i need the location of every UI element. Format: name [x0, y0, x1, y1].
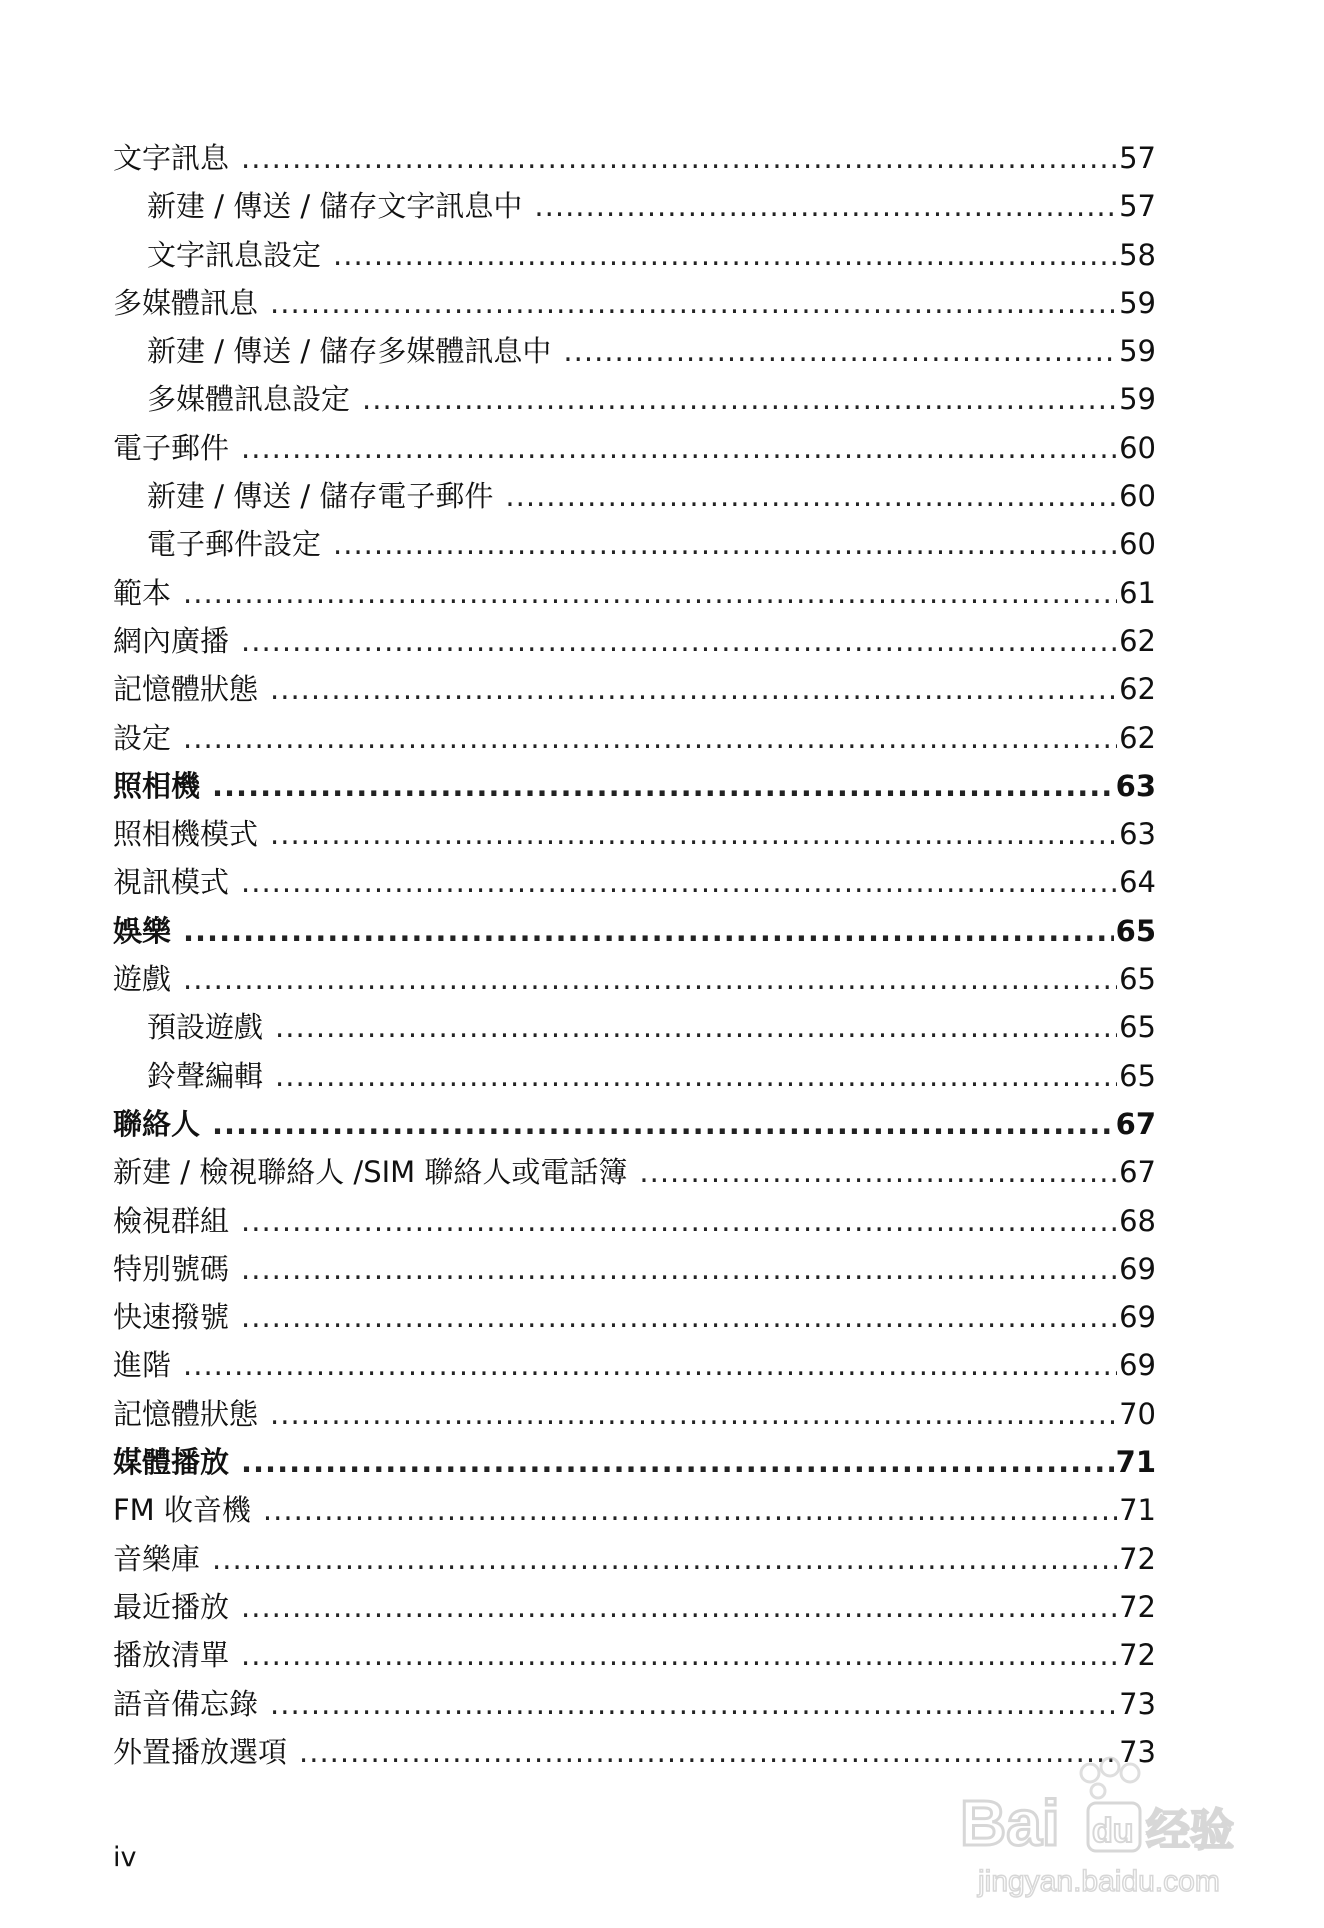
toc-entry-page-number: 62	[1119, 623, 1156, 658]
toc-entry-page-number: 72	[1119, 1589, 1156, 1624]
toc-entry-page-number: 70	[1119, 1396, 1156, 1431]
toc-entry-title: 新建 / 檢視聯絡人 /SIM 聯絡人或電話簿	[113, 1155, 628, 1190]
toc-entry-page-number: 65	[1119, 962, 1156, 997]
toc-entry	[113, 810, 1156, 858]
toc-entry-page-number: 69	[1119, 1300, 1156, 1335]
toc-dot-leader	[333, 231, 1117, 279]
toc-entry	[113, 1148, 1156, 1196]
toc-entry-title: 網內廣播	[113, 623, 230, 658]
svg-text:du: du	[1092, 1812, 1134, 1850]
toc-entry	[113, 858, 1156, 906]
toc-dot-leader	[241, 1631, 1117, 1679]
toc-entry-title: 媒體播放	[113, 1445, 230, 1480]
toc-entry	[113, 762, 1156, 810]
toc-entry-title: 預設遊戲	[147, 1010, 264, 1045]
toc-entry-page-number: 57	[1119, 189, 1156, 224]
toc-entry	[113, 182, 1156, 230]
toc-entry-page-number: 65	[1119, 1010, 1156, 1045]
toc-entry-title: 記憶體狀態	[113, 1396, 259, 1431]
toc-entry	[113, 1052, 1156, 1100]
toc-entry-page-number: 73	[1119, 1734, 1156, 1769]
toc-entry-page-number: 69	[1119, 1348, 1156, 1383]
toc-entry-title: 文字訊息設定	[147, 237, 322, 272]
toc-entry-page-number: 57	[1119, 141, 1156, 175]
toc-entry-page-number: 60	[1119, 430, 1156, 465]
toc-entry-title: 新建 / 傳送 / 儲存多媒體訊息中	[147, 334, 552, 369]
toc-entry	[113, 665, 1156, 713]
toc-dot-leader	[270, 279, 1117, 327]
toc-entry	[113, 907, 1156, 955]
toc-entry-page-number: 69	[1119, 1251, 1156, 1286]
page-number: iv	[113, 1842, 137, 1873]
toc-entry-title: 新建 / 傳送 / 儲存電子郵件	[147, 479, 494, 514]
toc-entry	[113, 327, 1156, 375]
toc-entry	[113, 1535, 1156, 1583]
baidu-jingyan-watermark-logo	[940, 1745, 1240, 1905]
toc-entry	[113, 1003, 1156, 1051]
toc-entry	[113, 1583, 1156, 1631]
toc-dot-leader	[241, 858, 1117, 906]
toc-entry-page-number: 64	[1119, 865, 1156, 900]
toc-entry	[113, 1293, 1156, 1341]
toc-entry	[113, 1486, 1156, 1534]
toc-dot-leader	[270, 665, 1117, 713]
toc-entry-page-number: 68	[1119, 1203, 1156, 1238]
toc-entry-title: 鈴聲編輯	[147, 1058, 264, 1093]
toc-entry-page-number: 67	[1115, 1106, 1156, 1141]
toc-dot-leader	[183, 1341, 1117, 1389]
toc-entry-page-number: 65	[1115, 913, 1156, 948]
toc-dot-leader	[241, 1438, 1114, 1486]
toc-dot-leader	[241, 1583, 1117, 1631]
toc-dot-leader	[183, 714, 1117, 762]
toc-dot-leader	[241, 617, 1117, 665]
toc-entry	[113, 569, 1156, 617]
toc-entry-title: 外置播放選項	[113, 1734, 288, 1769]
toc-entry-title: 視訊模式	[113, 865, 230, 900]
toc-entry-title: 最近播放	[113, 1589, 230, 1624]
toc-entry	[113, 134, 1156, 182]
toc-entry-page-number: 72	[1119, 1638, 1156, 1673]
toc-entry-title: 新建 / 傳送 / 儲存文字訊息中	[147, 189, 523, 224]
toc-entry	[113, 1245, 1156, 1293]
toc-entry	[113, 1341, 1156, 1389]
toc-entry-title: 娛樂	[113, 913, 172, 948]
toc-entry	[113, 1100, 1156, 1148]
toc-entry-title: 語音備忘錄	[113, 1686, 259, 1721]
toc-entry	[113, 617, 1156, 665]
toc-entry-page-number: 62	[1119, 672, 1156, 707]
toc-entry	[113, 472, 1156, 520]
toc-entry-title: 範本	[113, 575, 172, 610]
toc-entry-title: FM 收音機	[113, 1493, 251, 1528]
svg-text:jingyan.baidu.com: jingyan.baidu.com	[978, 1865, 1220, 1898]
toc-dot-leader	[212, 1535, 1117, 1583]
toc-entry-page-number: 65	[1119, 1058, 1156, 1093]
toc-entry-page-number: 67	[1119, 1155, 1156, 1190]
toc-entry-title: 文字訊息	[113, 141, 230, 175]
toc-dot-leader	[241, 1293, 1117, 1341]
toc-dot-leader	[563, 327, 1117, 375]
toc-entry-title: 電子郵件設定	[147, 527, 322, 562]
toc-entry-title: 播放清單	[113, 1638, 230, 1673]
toc-entry-page-number: 59	[1119, 285, 1156, 320]
toc-entry	[113, 1438, 1156, 1486]
toc-entry-page-number: 60	[1119, 527, 1156, 562]
toc-dot-leader	[212, 762, 1114, 810]
toc-entry-title: 記憶體狀態	[113, 672, 259, 707]
toc-entry-page-number: 61	[1119, 575, 1156, 610]
toc-entry	[113, 279, 1156, 327]
toc-entry	[113, 375, 1156, 423]
toc-entry-title: 進階	[113, 1348, 172, 1383]
toc-entry	[113, 1390, 1156, 1438]
toc-dot-leader	[183, 955, 1117, 1003]
toc-dot-leader	[505, 472, 1117, 520]
toc-entry-title: 聯絡人	[113, 1106, 201, 1141]
toc-dot-leader	[275, 1003, 1117, 1051]
toc-dot-leader	[241, 424, 1117, 472]
toc-entry	[113, 955, 1156, 1003]
svg-text:经验: 经验	[1146, 1805, 1234, 1856]
toc-dot-leader	[183, 907, 1114, 955]
toc-entry-title: 快速撥號	[113, 1300, 230, 1335]
svg-text:Bai: Bai	[960, 1787, 1060, 1859]
toc-dot-leader	[212, 1100, 1114, 1148]
toc-dot-leader	[241, 1197, 1117, 1245]
toc-dot-leader	[275, 1052, 1117, 1100]
toc-entry	[113, 714, 1156, 762]
toc-entry-page-number: 63	[1115, 768, 1156, 803]
toc-entry-title: 遊戲	[113, 962, 172, 997]
toc-entry	[113, 1197, 1156, 1245]
toc-dot-leader	[263, 1486, 1117, 1534]
toc-dot-leader	[639, 1148, 1117, 1196]
toc-entry	[113, 231, 1156, 279]
toc-entry	[113, 424, 1156, 472]
toc-entry-page-number: 60	[1119, 479, 1156, 514]
toc-entry-page-number: 73	[1119, 1686, 1156, 1721]
toc-entry-page-number: 58	[1119, 237, 1156, 272]
toc-entry-title: 照相機	[113, 768, 201, 803]
toc-entry-title: 照相機模式	[113, 817, 259, 852]
toc-entry-title: 電子郵件	[113, 430, 230, 465]
toc-entry-page-number: 63	[1119, 817, 1156, 852]
toc-entry-title: 多媒體訊息設定	[147, 382, 351, 417]
toc-entry-page-number: 59	[1119, 334, 1156, 369]
toc-entry-title: 檢視群組	[113, 1203, 230, 1238]
toc-dot-leader	[183, 569, 1117, 617]
toc-entry	[113, 1631, 1156, 1679]
toc-entry-page-number: 71	[1119, 1493, 1156, 1528]
toc-dot-leader	[270, 810, 1117, 858]
toc-dot-leader	[241, 134, 1117, 182]
toc-dot-leader	[333, 520, 1117, 568]
toc-entry-page-number: 72	[1119, 1541, 1156, 1576]
toc-entry-title: 特別號碼	[113, 1251, 230, 1286]
toc-entry-page-number: 59	[1119, 382, 1156, 417]
toc-entry-title: 音樂庫	[113, 1541, 201, 1576]
toc-dot-leader	[241, 1245, 1117, 1293]
toc-entry	[113, 520, 1156, 568]
toc-entry	[113, 1680, 1156, 1728]
toc-dot-leader	[534, 182, 1117, 230]
toc-entry-title: 多媒體訊息	[113, 285, 259, 320]
toc-entry-title: 設定	[113, 720, 172, 755]
toc-dot-leader	[362, 375, 1117, 423]
toc-entry-page-number: 62	[1119, 720, 1156, 755]
table-of-contents	[113, 134, 1156, 1776]
toc-dot-leader	[270, 1680, 1117, 1728]
toc-entry-page-number: 71	[1115, 1445, 1156, 1480]
toc-dot-leader	[270, 1390, 1117, 1438]
